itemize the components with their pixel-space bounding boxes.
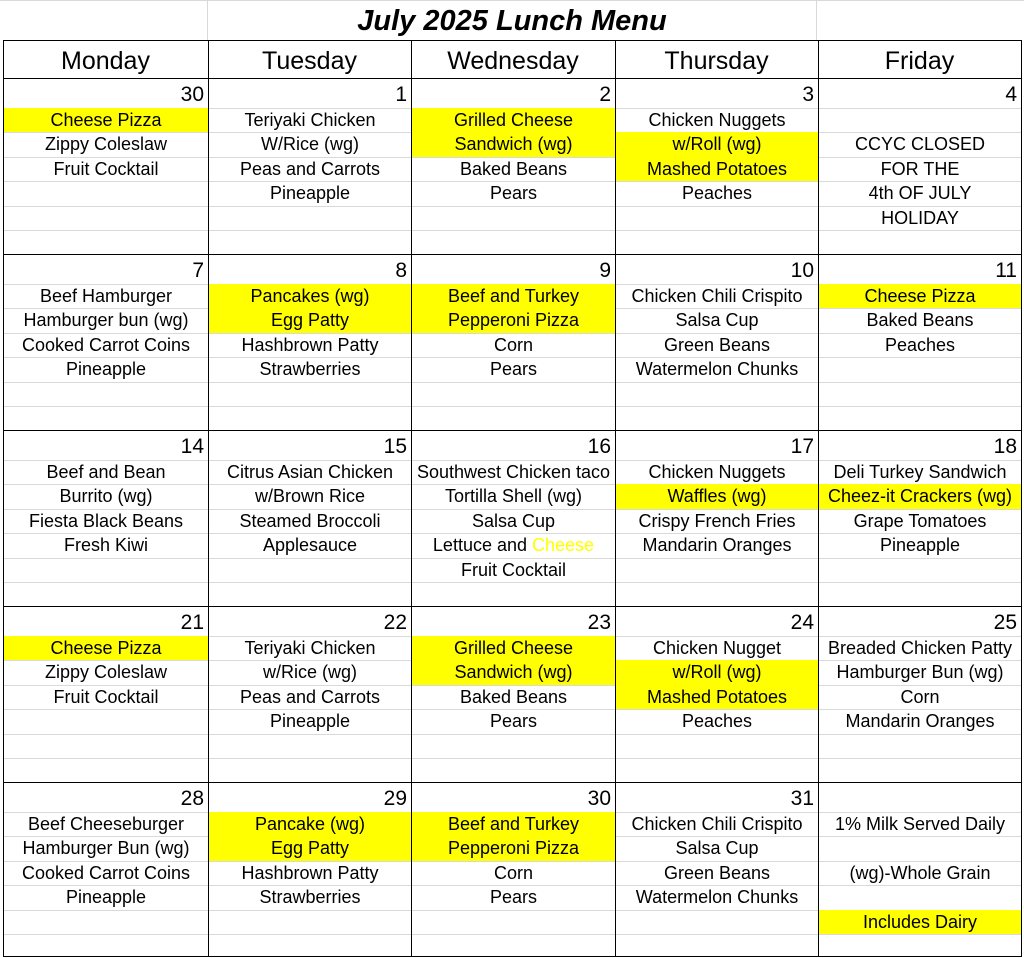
menu-item	[819, 108, 1021, 132]
menu-item	[412, 709, 615, 733]
weekday-header-tuesday: Tuesday	[262, 47, 357, 75]
menu-item	[4, 861, 208, 885]
day-number: 30	[587, 787, 611, 810]
weekday-header-thursday: Thursday	[664, 47, 769, 75]
menu-item	[4, 157, 208, 181]
day-cell	[412, 431, 615, 606]
menu-item-text: (wg)-Whole Grain	[849, 862, 991, 883]
day-cell	[616, 79, 818, 254]
menu-item	[412, 558, 615, 582]
menu-item-text: Zippy Coleslaw	[44, 134, 168, 155]
menu-item-text: Cheese Pizza	[50, 638, 162, 658]
menu-item	[412, 460, 615, 484]
menu-item	[412, 157, 615, 181]
menu-item-highlighted	[209, 812, 411, 836]
menu-item-text: HOLIDAY	[881, 207, 959, 228]
day-cell	[209, 79, 411, 254]
menu-item-text: Pears	[489, 711, 538, 732]
menu-title: July 2025 Lunch Menu	[357, 5, 667, 37]
menu-item	[819, 660, 1021, 684]
menu-item-text: FOR THE	[880, 158, 960, 179]
menu-item	[209, 709, 411, 733]
menu-item-text: 1% Milk Served Daily	[834, 814, 1006, 834]
menu-item	[616, 812, 818, 836]
day-number: 7	[192, 259, 204, 282]
menu-item-highlighted	[616, 157, 818, 181]
menu-item-text: Cooked Carrot Coins	[21, 334, 191, 355]
menu-item-text: Strawberries	[259, 359, 361, 380]
menu-item	[412, 885, 615, 909]
menu-item-text: Salsa Cup	[471, 510, 556, 531]
menu-item	[4, 812, 208, 836]
menu-item-text: Egg Patty	[270, 310, 350, 331]
day-number: 2	[599, 83, 611, 106]
day-cell	[819, 783, 1021, 958]
menu-item	[616, 357, 818, 381]
menu-item	[412, 861, 615, 885]
menu-item-text: Applesauce	[262, 535, 358, 556]
menu-item	[819, 812, 1021, 836]
menu-item-text: Hamburger bun (wg)	[23, 310, 189, 331]
menu-item-text: Pepperoni Pizza	[447, 310, 580, 331]
menu-item	[209, 157, 411, 181]
menu-item-text: Deli Turkey Sandwich	[833, 462, 1007, 482]
menu-item	[209, 333, 411, 357]
menu-item-text: Sandwich (wg)	[454, 134, 573, 155]
weekday-header-monday: Monday	[61, 47, 150, 75]
day-number: 25	[993, 611, 1017, 634]
day-cell	[4, 431, 208, 606]
menu-item	[616, 509, 818, 533]
menu-item	[209, 357, 411, 381]
day-cell	[412, 607, 615, 782]
menu-item-text: Peas and Carrots	[239, 158, 381, 179]
menu-item-text: Mandarin Oranges	[642, 535, 792, 556]
menu-item-text: Includes Dairy	[862, 911, 978, 932]
day-number: 21	[180, 611, 204, 634]
day-number: 28	[180, 787, 204, 810]
day-cell	[819, 255, 1021, 430]
row-gridline	[0, 0, 1024, 1]
menu-item-highlighted	[412, 660, 615, 684]
menu-item	[819, 709, 1021, 733]
menu-item	[819, 685, 1021, 709]
menu-item-text: Egg Patty	[270, 838, 350, 859]
day-cell	[209, 783, 411, 958]
menu-item	[4, 460, 208, 484]
menu-item	[616, 836, 818, 860]
menu-item-text: Watermelon Chunks	[635, 359, 799, 380]
menu-item-text: Teriyaki Chicken	[244, 110, 376, 130]
menu-item	[4, 333, 208, 357]
menu-item-text: Hashbrown Patty	[241, 334, 379, 355]
menu-item	[819, 636, 1021, 660]
menu-item	[616, 885, 818, 909]
menu-item-text: Burrito (wg)	[59, 486, 153, 507]
menu-item-text: Southwest Chicken taco	[416, 462, 611, 482]
day-number: 4	[1005, 83, 1017, 106]
menu-item	[4, 357, 208, 381]
menu-item-text: Corn	[900, 686, 940, 707]
menu-item-text: Grilled Cheese	[453, 638, 574, 658]
menu-item	[819, 333, 1021, 357]
menu-item	[819, 132, 1021, 156]
menu-item-text: Fruit Cocktail	[53, 158, 159, 179]
menu-item-highlighted	[616, 660, 818, 684]
menu-item-text: Breaded Chicken Patty	[827, 638, 1013, 658]
menu-item	[4, 284, 208, 308]
menu-item-text: Chicken Nugget	[652, 638, 782, 658]
menu-item-text: Steamed Broccoli	[239, 510, 381, 531]
menu-item-text: Mandarin Oranges	[845, 711, 995, 732]
day-cell	[616, 783, 818, 958]
day-cell	[819, 607, 1021, 782]
menu-item	[4, 132, 208, 156]
menu-item-highlighted	[412, 812, 615, 836]
menu-item-text: Pepperoni Pizza	[447, 838, 580, 859]
menu-item-text: Fruit Cocktail	[460, 559, 567, 580]
menu-item-text: Cheez-it Crackers (wg)	[827, 486, 1013, 507]
menu-item-text: Chicken Nuggets	[648, 110, 786, 130]
day-number: 29	[383, 787, 407, 810]
menu-item	[819, 533, 1021, 557]
menu-item-text: Peaches	[681, 183, 753, 204]
menu-item-highlighted	[412, 308, 615, 332]
border-line	[3, 40, 1021, 41]
menu-item	[4, 685, 208, 709]
column-gridline	[816, 0, 817, 40]
menu-item	[209, 685, 411, 709]
day-cell	[616, 431, 818, 606]
menu-item-text: Crispy French Fries	[638, 510, 796, 531]
menu-item	[412, 181, 615, 205]
day-number: 10	[790, 259, 814, 282]
menu-item	[209, 108, 411, 132]
day-cell	[412, 255, 615, 430]
day-number: 8	[395, 259, 407, 282]
weekday-header-friday: Friday	[884, 47, 955, 75]
menu-item	[616, 181, 818, 205]
menu-item-text: Sandwich (wg)	[454, 662, 573, 683]
menu-item	[819, 308, 1021, 332]
menu-item-text: Baked Beans	[866, 310, 974, 331]
day-number: 22	[383, 611, 407, 634]
menu-item-text: Corn	[493, 862, 533, 883]
menu-item	[209, 509, 411, 533]
menu-item	[412, 333, 615, 357]
menu-item	[819, 836, 1021, 860]
menu-item-highlighted	[412, 836, 615, 860]
day-cell	[616, 255, 818, 430]
menu-item-text: Watermelon Chunks	[635, 887, 799, 908]
menu-item-text: Pears	[489, 183, 538, 204]
menu-item-highlighted	[819, 484, 1021, 508]
menu-item	[412, 509, 615, 533]
menu-item-text: Peaches	[884, 334, 956, 355]
day-number: 3	[802, 83, 814, 106]
day-cell	[4, 783, 208, 958]
menu-item-text: Pears	[489, 359, 538, 380]
menu-item-text: Citrus Asian Chicken	[226, 462, 394, 482]
column-gridline	[207, 0, 208, 40]
menu-item	[616, 108, 818, 132]
day-cell	[4, 79, 208, 254]
menu-item	[616, 308, 818, 332]
menu-item-text: Fiesta Black Beans	[28, 510, 184, 531]
menu-item	[209, 460, 411, 484]
menu-item-text: Cheese Pizza	[50, 110, 162, 130]
menu-item-text: w/Roll (wg)	[672, 662, 762, 683]
menu-item-text: Peas and Carrots	[239, 686, 381, 707]
menu-item	[4, 484, 208, 508]
menu-item	[412, 685, 615, 709]
menu-item-text: Pears	[489, 887, 538, 908]
day-cell	[209, 255, 411, 430]
menu-item-text: Beef Hamburger	[39, 286, 173, 306]
day-cell	[209, 431, 411, 606]
menu-item-text: Pineapple	[65, 359, 147, 380]
menu-item-highlighted	[4, 636, 208, 660]
menu-item-text: Pancakes (wg)	[250, 286, 370, 306]
day-cell	[412, 79, 615, 254]
menu-item	[616, 333, 818, 357]
menu-item-text: Green Beans	[663, 862, 771, 883]
menu-item	[616, 636, 818, 660]
menu-item	[4, 308, 208, 332]
menu-item	[4, 509, 208, 533]
menu-item-text: Tortilla Shell (wg)	[444, 486, 583, 507]
menu-item	[616, 284, 818, 308]
menu-item-text: Corn	[493, 334, 533, 355]
menu-item-text: Peaches	[681, 711, 753, 732]
menu-item-text: Grilled Cheese	[453, 110, 574, 130]
menu-item-text: W/Rice (wg)	[261, 134, 359, 155]
menu-item-text: Fresh Kiwi	[63, 535, 148, 556]
menu-item-text: Zippy Coleslaw	[44, 662, 168, 683]
day-number: 16	[587, 435, 611, 458]
menu-item-highlighted	[4, 108, 208, 132]
menu-item-highlighted	[616, 132, 818, 156]
weekday-header-wednesday: Wednesday	[447, 47, 579, 75]
menu-item-text: Pineapple	[269, 711, 351, 732]
day-number: 18	[993, 435, 1017, 458]
day-number: 9	[599, 259, 611, 282]
border-line	[1021, 40, 1022, 957]
menu-item-highlighted	[616, 685, 818, 709]
menu-item-highlighted	[819, 284, 1021, 308]
day-cell	[412, 783, 615, 958]
menu-item-text: Beef and Turkey	[447, 814, 580, 834]
menu-item	[209, 533, 411, 557]
day-cell	[819, 79, 1021, 254]
menu-item	[412, 533, 615, 557]
menu-item-text: Strawberries	[259, 887, 361, 908]
menu-item-highlighted	[412, 636, 615, 660]
menu-item-text: Waffles (wg)	[667, 486, 767, 507]
menu-item	[4, 533, 208, 557]
menu-item	[4, 836, 208, 860]
menu-item-highlighted	[412, 284, 615, 308]
menu-item-text: Green Beans	[663, 334, 771, 355]
menu-item-text: Mashed Potatoes	[646, 686, 788, 707]
menu-item-text: Pancake (wg)	[254, 814, 366, 834]
menu-item-text: w/Rice (wg)	[262, 662, 357, 683]
menu-item-text: Chicken Chili Crispito	[631, 814, 803, 834]
menu-item-text: Beef and Turkey	[447, 286, 580, 306]
menu-item-text: Fruit Cocktail	[53, 686, 159, 707]
menu-item	[4, 885, 208, 909]
menu-item-text: Baked Beans	[459, 158, 568, 179]
day-number: 1	[395, 83, 407, 106]
menu-item-text: Pineapple	[269, 183, 351, 204]
menu-item-text: Salsa Cup	[675, 310, 759, 331]
menu-item-text: CCYC CLOSED	[854, 134, 986, 155]
day-number: 17	[790, 435, 814, 458]
menu-item	[819, 861, 1021, 885]
day-cell	[4, 255, 208, 430]
menu-item	[209, 181, 411, 205]
menu-item	[209, 885, 411, 909]
menu-item-text: Lettuce and	[432, 535, 533, 556]
menu-item	[209, 132, 411, 156]
menu-item	[209, 861, 411, 885]
menu-item-highlighted	[819, 910, 1021, 934]
menu-item	[819, 460, 1021, 484]
menu-item-text: Cheese Pizza	[864, 286, 976, 306]
day-number: 11	[995, 259, 1017, 282]
day-number: 15	[383, 435, 407, 458]
menu-item-text: Salsa Cup	[675, 838, 759, 859]
day-number: 23	[587, 611, 611, 634]
menu-item-highlighted	[209, 836, 411, 860]
day-cell	[616, 607, 818, 782]
menu-item	[209, 660, 411, 684]
menu-item	[819, 885, 1021, 909]
menu-item-text: w/Brown Rice	[254, 486, 366, 507]
menu-item-text: Mashed Potatoes	[646, 158, 788, 179]
menu-item-text: Hamburger Bun (wg)	[22, 838, 190, 859]
menu-item	[209, 484, 411, 508]
menu-item	[616, 533, 818, 557]
menu-item-text: Teriyaki Chicken	[244, 638, 376, 658]
day-number: 31	[790, 787, 814, 810]
menu-item	[819, 157, 1021, 181]
menu-item-text: Hashbrown Patty	[241, 862, 379, 883]
menu-item	[412, 357, 615, 381]
menu-item	[209, 636, 411, 660]
day-cell	[209, 607, 411, 782]
menu-item	[412, 484, 615, 508]
menu-item-yellow-text: Cheese	[532, 535, 595, 556]
menu-item-text: Cooked Carrot Coins	[21, 862, 191, 883]
day-number: 14	[180, 435, 204, 458]
day-cell	[819, 431, 1021, 606]
day-cell	[4, 607, 208, 782]
menu-item-highlighted	[209, 284, 411, 308]
menu-item	[819, 181, 1021, 205]
menu-item-text: Baked Beans	[459, 686, 568, 707]
menu-item	[616, 460, 818, 484]
menu-item-text: w/Roll (wg)	[672, 134, 762, 155]
menu-item-text: Pineapple	[879, 535, 961, 556]
menu-item-text: Chicken Nuggets	[648, 462, 786, 482]
menu-item-text: Hamburger Bun (wg)	[836, 662, 1004, 683]
menu-item	[616, 861, 818, 885]
menu-item	[4, 660, 208, 684]
day-number: 24	[790, 611, 814, 634]
menu-item-highlighted	[412, 108, 615, 132]
day-number: 30	[180, 83, 204, 106]
menu-item-highlighted	[412, 132, 615, 156]
menu-item-highlighted	[616, 484, 818, 508]
menu-item-highlighted	[209, 308, 411, 332]
menu-item-text: Grape Tomatoes	[853, 510, 987, 531]
menu-item	[819, 206, 1021, 230]
menu-item-text: Beef Cheeseburger	[27, 814, 185, 834]
menu-item-text: Beef and Bean	[46, 462, 166, 482]
menu-item-text: 4th OF JULY	[868, 183, 972, 204]
menu-item-text: Pineapple	[65, 887, 147, 908]
menu-item	[616, 709, 818, 733]
menu-item	[819, 509, 1021, 533]
menu-item-text: Chicken Chili Crispito	[631, 286, 803, 306]
